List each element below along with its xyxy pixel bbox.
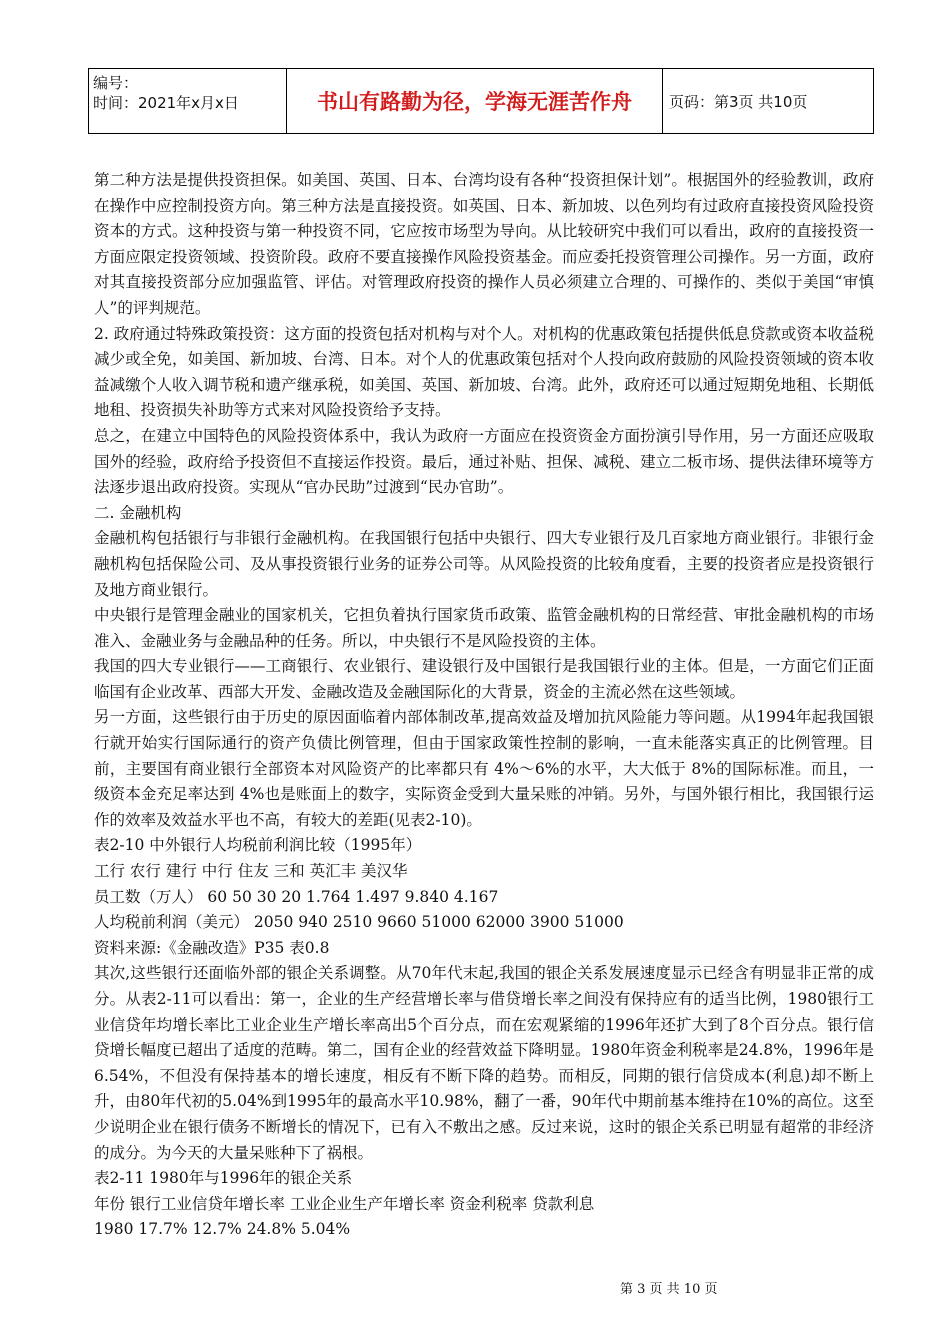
page-header bbox=[88, 68, 874, 134]
table-line: 1980 17.7% 12.7% 24.8% 5.04% bbox=[94, 1220, 351, 1239]
paragraph: 其次,这些银行还面临外部的银企关系调整。从70年代末起,我国的银企关系发展速度显示已经含有明显非正常的成分。从表2-11可以看出：第一，企业的生产经营增长率与借贷增长率之间没有保持应有的适当比例，1980银行工业信贷年均增长率比工业企业生产增长率高出5个百分点，而在宏观紧缩的1996年还扩大到了8个百分点。银行信贷增长幅度已超出了适度的范畴。第二，国有企业的经营效益下降明显。1980年资金利税率是24.8%，1996年是6.54%，不但没有保持基本的增长速度，相反有不断下降的趋势。而相反，同期的银行信贷成本(利息)却不断上升，由80年代初的5.04%到1995年的最高水平10.98%，翻了一番，90年代中期前基本维持在10%的高位。这至少说明企业在银行债务不断增长的情况下，已有入不敷出之感。反过来说，这时的银企关系已明显有超常的非经济的成分。为今天的大量呆账种下了祸根。 bbox=[94, 964, 874, 1162]
table-line: 年份 银行工业信贷年增长率 工业企业生产年增长率 资金利税率 贷款利息 bbox=[94, 1194, 595, 1213]
doc-number: 编号： bbox=[93, 74, 139, 92]
table-line: 工行 农行 建行 中行 住友 三和 英汇丰 美汉华 bbox=[94, 862, 408, 881]
table-source: 资料来源:《金融改造》P35 表0.8 bbox=[94, 938, 330, 957]
paragraph: 中央银行是管理金融业的国家机关，它担负着执行国家货币政策、监管金融机构的日常经营、审批金融机构的市场准入、金融业务与金融品种的任务。所以，中央银行不是风险投资的主体。 bbox=[94, 606, 874, 650]
paragraph: 我国的四大专业银行——工商银行、农业银行、建设银行及中国银行是我国银行业的主体。但是，一方面它们正面临国有企业改革、西部大开发、金融改造及金融国际化的大背景，资金的主流必然在这些领域。 bbox=[94, 657, 874, 701]
paragraph: 第二种方法是提供投资担保。如美国、英国、日本、台湾均设有各种“投资担保计划”。根据国外的经验教训，政府在操作中应控制投资方向。第三种方法是直接投资。如英国、日本、新加坡、以色列均有过政府直接投资风险投资资本的方式。这种投资与第一种投资不同，它应按市场型为导向。从比较研究中我们可以看出，政府的直接投资一方面应限定投资领域、投资阶段。政府不要直接操作风险投资基金。而应委托投资管理公司操作。另一方面，政府对其直接投资部分应加强监管、评估。对管理政府投资的操作人员必须建立合理的、可操作的、类似于美国“审慎人”的评判规范。 bbox=[94, 171, 874, 317]
paragraph: 2. 政府通过特殊政策投资：这方面的投资包括对机构与对个人。对机构的优惠政策包括提供低息贷款或资本收益税减少或全免，如美国、新加坡、台湾、日本。对个人的优惠政策包括对个人投向政府鼓励的风险投资领域的资本收益减缴个人收入调节税和遗产继承税，如美国、英国、新加坡、台湾。此外，政府还可以通过短期免地租、长期低地租、投资损失补助等方式来对风险投资给予支持。 bbox=[94, 324, 874, 420]
paragraph: 总之，在建立中国特色的风险投资体系中，我认为政府一方面应在投资资金方面扮演引导作用，另一方面还应吸取国外的经验，政府给予投资但不直接运作投资。最后，通过补贴、担保、减税、建立二板市场、提供法律环境等方法逐步退出政府投资。实现从“官办民助”过渡到“民办官助”。 bbox=[94, 426, 874, 497]
table-caption: 表2-11 1980年与1996年的银企关系 bbox=[94, 1169, 353, 1188]
page-footer: 第 3 页 共 10 页 bbox=[620, 1282, 718, 1297]
section-heading: 二. 金融机构 bbox=[94, 503, 182, 522]
header-motto: 书山有路勤为径，学海无涯苦作舟 bbox=[287, 69, 663, 133]
document-body bbox=[94, 168, 874, 1243]
table-line: 员工数（万人） 60 50 30 20 1.764 1.497 9.840 4.167 bbox=[94, 887, 499, 906]
table-line: 人均税前利润（美元） 2050 940 2510 9660 51000 62000 3900 51000 bbox=[94, 913, 624, 932]
header-page: 页码：第3页 共10页 bbox=[669, 92, 808, 111]
header-meta bbox=[89, 69, 287, 133]
paragraph: 另一方面，这些银行由于历史的原因面临着内部体制改革,提高效益及增加抗风险能力等问题。从1994年起我国银行就开始实行国际通行的资产负债比例管理，但由于国家政策性控制的影响，一直未能落实真正的比例管理。目前，主要国有商业银行全部资本对风险资产的比率都只有 4%～6%的水平，大大低于 8%的国际标准。而且，一级资本金充足率达到 4%也是账面上的数字，实际资金受到大量呆账的冲销。另外，与国外银行相比，我国银行运作的效率及效益水平也不高，有较大的差距(见表2-10)。 bbox=[94, 708, 874, 829]
paragraph: 金融机构包括银行与非银行金融机构。在我国银行包括中央银行、四大专业银行及几百家地方商业银行。非银行金融机构包括保险公司、及从事投资银行业务的证券公司等。从风险投资的比较角度看，主要的投资者应是投资银行及地方商业银行。 bbox=[94, 529, 874, 599]
doc-time: 时间：2021年x月x日 bbox=[93, 94, 239, 112]
table-caption: 表2-10 中外银行人均税前利润比较（1995年） bbox=[94, 836, 422, 855]
